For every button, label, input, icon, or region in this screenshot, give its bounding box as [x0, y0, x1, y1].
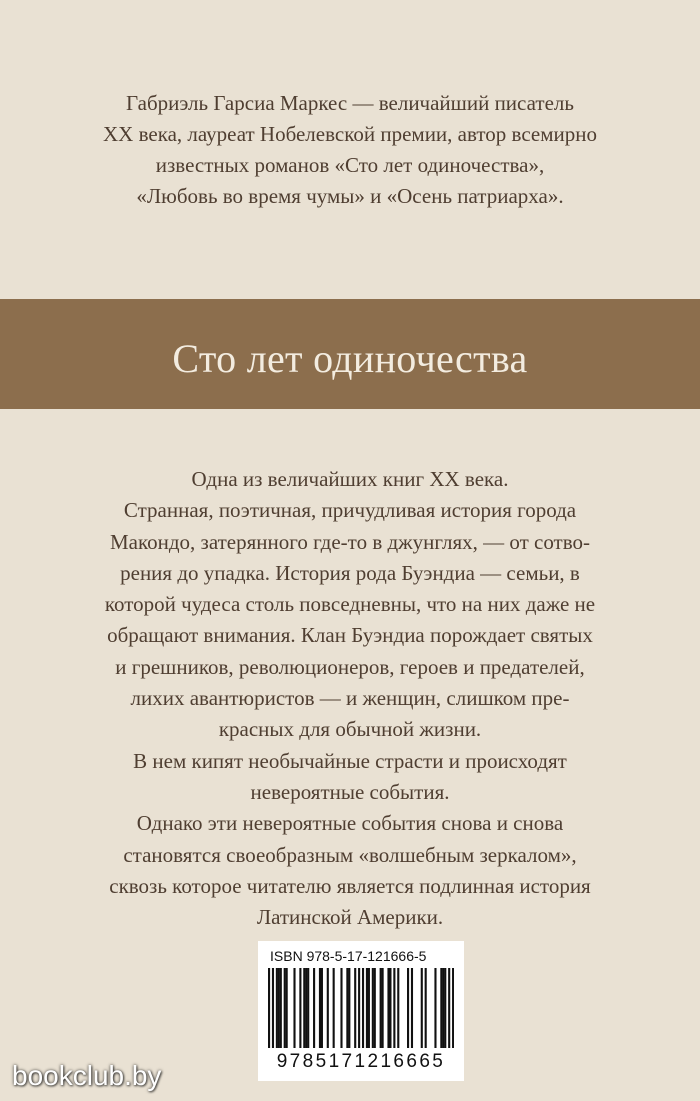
barcode-bar	[421, 968, 423, 1048]
barcode-bar	[299, 968, 301, 1048]
barcode-bar	[280, 968, 282, 1048]
barcode-bars	[268, 968, 454, 1050]
barcode-bar	[276, 968, 278, 1048]
barcode-bar	[293, 968, 295, 1048]
barcode-bar	[348, 968, 350, 1048]
description-line: Одна из величайших книг XX века.	[191, 467, 509, 491]
description-line: В нем кипят необычайные страсти и происходят	[133, 748, 567, 773]
barcode-bar	[340, 968, 342, 1048]
barcode-bar	[407, 968, 409, 1048]
author-blurb-line: известных романов «Сто лет одиночества»,	[155, 153, 545, 177]
barcode-bar	[362, 968, 364, 1048]
book-description	[40, 464, 660, 933]
barcode-bar	[278, 968, 280, 1048]
watermark: bookclub.by	[12, 1060, 162, 1091]
barcode-bar	[389, 968, 391, 1048]
barcode-bar	[333, 968, 335, 1048]
isbn-label: ISBN 978-5-17-121666-5	[270, 948, 427, 964]
description-line: Латинской Америки.	[256, 905, 444, 930]
barcode-digits: 9785171216665	[276, 1051, 446, 1072]
barcode-bar	[307, 968, 309, 1048]
barcode-bar	[382, 968, 384, 1048]
barcode-bar	[397, 968, 399, 1048]
description-line: которой чудеса столь повседневны, что на них даже не	[104, 592, 596, 617]
description-line: рения до упадка. История рода Буэндиа — семьи, в	[120, 560, 580, 585]
description-line: невероятные события.	[250, 779, 450, 804]
description-line: Макондо, затерянного где-то в джунглях, — от сотво-	[110, 529, 590, 554]
barcode-bar	[425, 968, 427, 1048]
barcode-box	[258, 941, 464, 1081]
description-line: лихих авантюристов — и женщин, слишком пре-	[130, 686, 570, 711]
description-line: красных для обычной жизни.	[218, 717, 482, 742]
description-line: становятся своеобразным «волшебным зеркалом»,	[123, 842, 577, 867]
barcode-bar	[372, 968, 374, 1048]
barcode-bar	[286, 968, 288, 1048]
barcode-bar	[358, 968, 360, 1048]
barcode-bar	[452, 968, 454, 1048]
barcode-bar	[380, 968, 382, 1048]
barcode-bar	[444, 968, 446, 1048]
description-line: Странная, поэтичная, причудливая история города	[123, 498, 577, 523]
barcode-bar	[319, 968, 321, 1048]
barcode-bar	[268, 968, 270, 1048]
author-blurb-line: «Любовь во время чумы» и «Осень патриарха».	[136, 184, 564, 208]
author-blurb-line: Габриэль Гарсиа Маркес — величайший писатель	[126, 91, 574, 115]
barcode-bar	[374, 968, 376, 1048]
description-line: сквозь которое читателю является подлинная история	[109, 873, 591, 898]
barcode-bar	[442, 968, 444, 1048]
barcode-bar	[272, 968, 274, 1048]
barcode-bar	[354, 968, 356, 1048]
description-line: Однако эти невероятные события снова и снова	[136, 811, 564, 836]
barcode-bar	[303, 968, 305, 1048]
barcode-bar	[393, 968, 395, 1048]
barcode-bar	[387, 968, 389, 1048]
barcode-bar	[327, 968, 329, 1048]
description-line: обращают внимания. Клан Буэндиа порождает святых	[107, 623, 593, 648]
barcode-bar	[284, 968, 286, 1048]
barcode-bar	[440, 968, 442, 1048]
barcode-bar	[313, 968, 315, 1048]
author-blurb-line: XX века, лауреат Нобелевской премии, автор всемирно	[103, 122, 597, 146]
book-title: Сто лет одиночества	[172, 336, 528, 381]
description-line: и грешников, революционеров, героев и предателей,	[115, 654, 585, 679]
barcode-bar	[321, 968, 323, 1048]
barcode-bar	[411, 968, 413, 1048]
barcode-bar	[434, 968, 436, 1048]
barcode-bar	[368, 968, 370, 1048]
barcode-bar	[366, 968, 368, 1048]
barcode-bar	[305, 968, 307, 1048]
barcode-bar	[448, 968, 450, 1048]
barcode-bar	[346, 968, 348, 1048]
author-blurb	[60, 88, 640, 212]
